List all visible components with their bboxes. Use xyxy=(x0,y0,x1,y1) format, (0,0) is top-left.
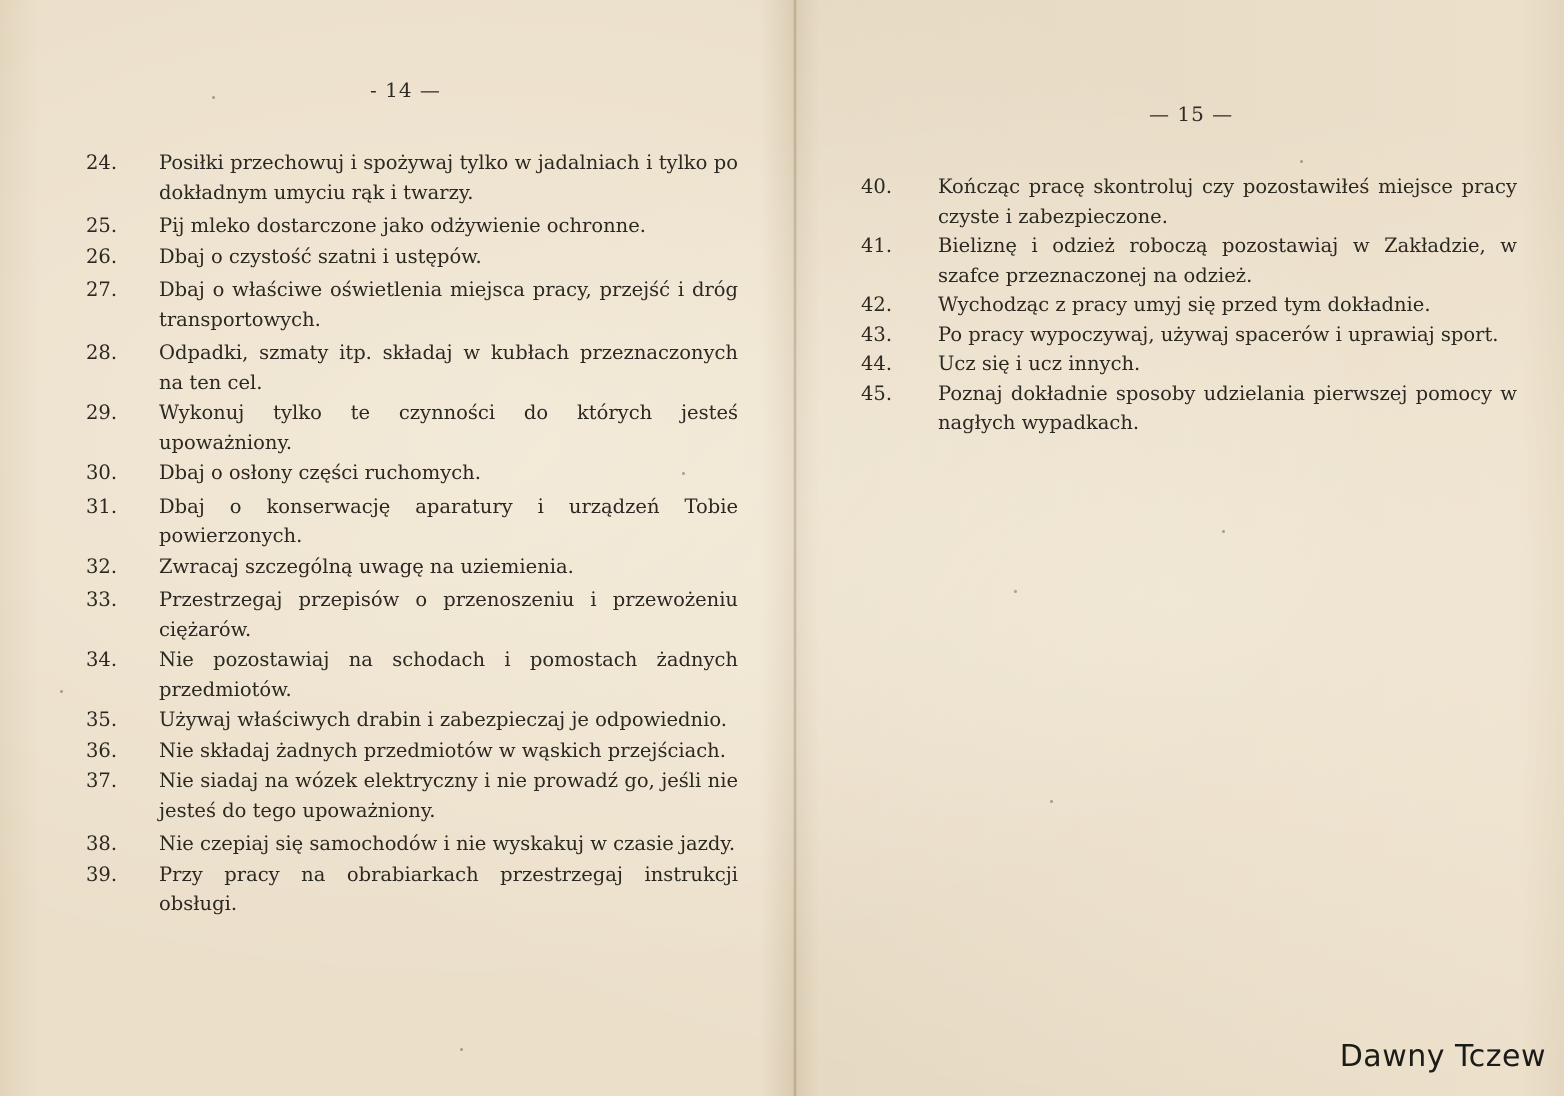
watermark-logo: Dawny Tczew xyxy=(1339,1039,1546,1074)
paper-speck xyxy=(1300,160,1303,163)
rule-number: 30. xyxy=(86,461,118,484)
rule-number: 44. xyxy=(861,352,893,375)
rule-item xyxy=(86,585,738,644)
rule-item xyxy=(86,860,738,919)
rule-item xyxy=(86,552,738,582)
rule-item xyxy=(86,736,738,766)
rule-number: 24. xyxy=(86,151,118,174)
rule-item xyxy=(86,705,738,735)
rule-item xyxy=(861,349,1517,379)
paper-speck xyxy=(212,96,215,99)
rule-number: 41. xyxy=(861,234,893,257)
left-rules-list xyxy=(86,148,738,919)
paper-speck xyxy=(1222,530,1225,533)
rule-item xyxy=(86,242,738,272)
rule-item xyxy=(861,172,1517,231)
rule-text: Wykonuj tylko te czynności do których jesteś upoważniony. xyxy=(159,401,738,454)
rule-item xyxy=(86,398,738,457)
rule-item xyxy=(86,338,738,397)
rule-item xyxy=(86,211,738,241)
paper-speck xyxy=(460,1048,463,1051)
rule-item xyxy=(861,290,1517,320)
rule-number: 29. xyxy=(86,401,118,424)
rule-item xyxy=(86,458,738,488)
rule-text: Po pracy wypoczywaj, używaj spacerów i uprawiaj sport. xyxy=(938,322,1499,346)
paper-speck xyxy=(60,690,63,693)
rule-item xyxy=(86,766,738,825)
rule-number: 32. xyxy=(86,554,118,578)
rule-number: 39. xyxy=(86,862,118,886)
rule-number: 34. xyxy=(86,648,118,671)
rule-text: Używaj właściwych drabin i zabezpieczaj je odpowiednio. xyxy=(159,708,727,731)
rule-text: Dbaj o osłony części ruchomych. xyxy=(159,461,481,484)
rule-number: 36. xyxy=(86,738,118,762)
right-rules-list xyxy=(861,172,1517,438)
rule-text: Nie pozostawiaj na schodach i pomostach żadnych przedmiotów. xyxy=(159,648,738,701)
rule-number: 33. xyxy=(86,588,118,611)
rule-text: Wychodząc z pracy umyj się przed tym dokładnie. xyxy=(938,293,1431,316)
rule-number: 43. xyxy=(861,322,893,346)
paper-speck xyxy=(682,472,685,475)
rule-text: Pij mleko dostarczone jako odżywienie ochronne. xyxy=(159,214,646,237)
rule-number: 37. xyxy=(86,769,118,792)
rule-number: 35. xyxy=(86,708,118,731)
rule-text: Nie składaj żadnych przedmiotów w wąskich przejściach. xyxy=(159,738,726,762)
rule-text: Posiłki przechowuj i spożywaj tylko w jadalniach i tylko po dokładnym umyciu rąk i twarzy. xyxy=(159,151,738,204)
rule-text: Poznaj dokładnie sposoby udzielania pierwszej pomocy w nagłych wypadkach. xyxy=(938,381,1517,434)
rule-number: 40. xyxy=(861,175,893,198)
rule-item xyxy=(861,231,1517,290)
rule-item xyxy=(86,645,738,704)
rule-item xyxy=(86,275,738,334)
rule-item xyxy=(86,829,738,859)
right-page-number: — 15 — xyxy=(1149,102,1234,126)
rule-text: Odpadki, szmaty itp. składaj w kubłach przeznaczonych na ten cel. xyxy=(159,341,738,394)
rule-item xyxy=(861,320,1517,350)
rule-number: 31. xyxy=(86,494,118,518)
paper-speck xyxy=(1050,800,1053,803)
right-page xyxy=(797,0,1564,1096)
rule-text: Przy pracy na obrabiarkach przestrzegaj instrukcji obsługi. xyxy=(159,862,738,915)
rule-text: Nie czepiaj się samochodów i nie wyskakuj w czasie jazdy. xyxy=(159,832,736,855)
rule-text: Bieliznę i odzież roboczą pozostawiaj w Zakładzie, w szafce przeznaczonej na odzież. xyxy=(938,234,1517,287)
rule-text: Nie siadaj na wózek elektryczny i nie prowadź go, jeśli nie jesteś do tego upoważniony. xyxy=(159,769,738,822)
rule-text: Dbaj o właściwe oświetlenia miejsca pracy, przejść i dróg transportowych. xyxy=(159,278,738,331)
rule-text: Dbaj o konserwację aparatury i urządzeń Tobie powierzonych. xyxy=(159,494,738,547)
rule-number: 45. xyxy=(861,381,893,405)
rule-number: 42. xyxy=(861,293,893,316)
rule-number: 25. xyxy=(86,214,118,237)
rule-item xyxy=(86,148,738,207)
rule-text: Kończąc pracę skontroluj czy pozostawiłeś miejsce pracy czyste i zabezpieczone. xyxy=(938,175,1517,228)
rule-number: 26. xyxy=(86,244,118,268)
rule-number: 28. xyxy=(86,341,118,364)
paper-speck xyxy=(1014,590,1017,593)
rule-number: 38. xyxy=(86,832,118,855)
rule-text: Ucz się i ucz innych. xyxy=(938,352,1141,375)
rule-number: 27. xyxy=(86,278,118,301)
rule-text: Przestrzegaj przepisów o przenoszeniu i przewożeniu ciężarów. xyxy=(159,588,738,641)
rule-text: Zwracaj szczególną uwagę na uziemienia. xyxy=(159,554,574,578)
rule-item xyxy=(861,379,1517,438)
rule-text: Dbaj o czystość szatni i ustępów. xyxy=(159,244,482,268)
left-page-number: - 14 — xyxy=(370,78,441,102)
rule-item xyxy=(86,492,738,551)
